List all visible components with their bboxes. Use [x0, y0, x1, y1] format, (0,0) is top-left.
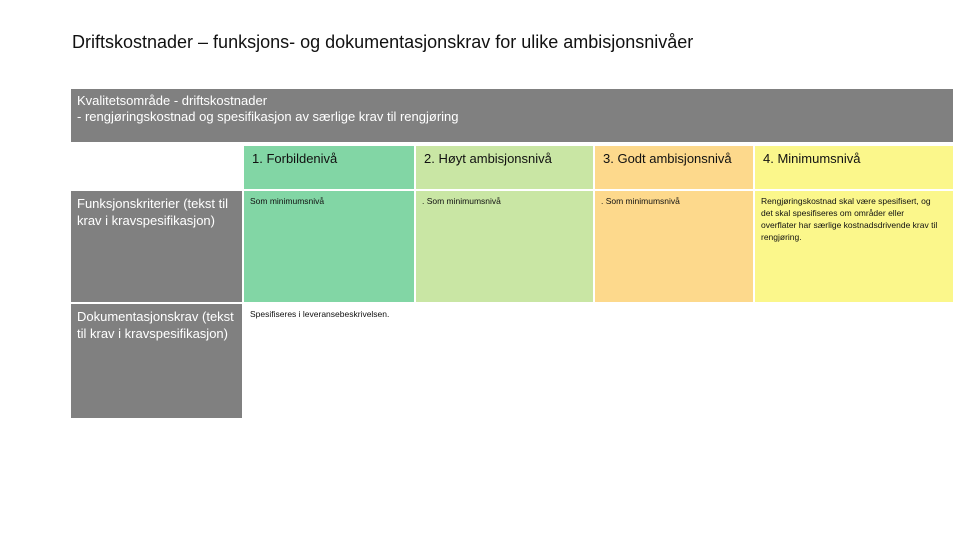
column-header-minimumsniva: 4. Minimumsnivå — [755, 146, 953, 189]
column-header-forbildeniva: 1. Forbildenivå — [244, 146, 414, 189]
quality-area-header — [71, 89, 953, 142]
funksjon-cell-godt-ambisjonsniva: . Som minimumsnivå — [595, 191, 753, 302]
quality-area-title: Kvalitetsområde - driftskostnader — [77, 93, 268, 108]
quality-area-subtitle: - rengjøringskostnad og spesifikasjon av særlige krav til rengjøring — [77, 109, 459, 124]
funksjon-cell-forbildeniva: Som minimumsnivå — [244, 191, 414, 302]
dokumentasjon-cell-forbildeniva: Spesifiseres i leveransebeskrivelsen. — [250, 309, 390, 319]
page-title: Driftskostnader – funksjons- og dokumentasjonskrav for ulike ambisjonsnivåer — [72, 32, 694, 52]
column-header-godt-ambisjonsniva: 3. Godt ambisjonsnivå — [595, 146, 753, 189]
funksjon-cell-minimumsniva: Rengjøringskostnad skal være spesifisert, og det skal spesifiseres om områder eller overflater har særlige kostnadsdrivende krav til rengjøring. — [755, 191, 953, 302]
row-header-dokumentasjonskrav: Dokumentasjonskrav (tekst til krav i kravspesifikasjon) — [71, 304, 242, 418]
column-header-hoyt-ambisjonsniva: 2. Høyt ambisjonsnivå — [416, 146, 593, 189]
row-header-funksjonskriterier: Funksjonskriterier (tekst til krav i kravspesifikasjon) — [71, 191, 242, 302]
funksjon-cell-hoyt-ambisjonsniva: . Som minimumsnivå — [416, 191, 593, 302]
